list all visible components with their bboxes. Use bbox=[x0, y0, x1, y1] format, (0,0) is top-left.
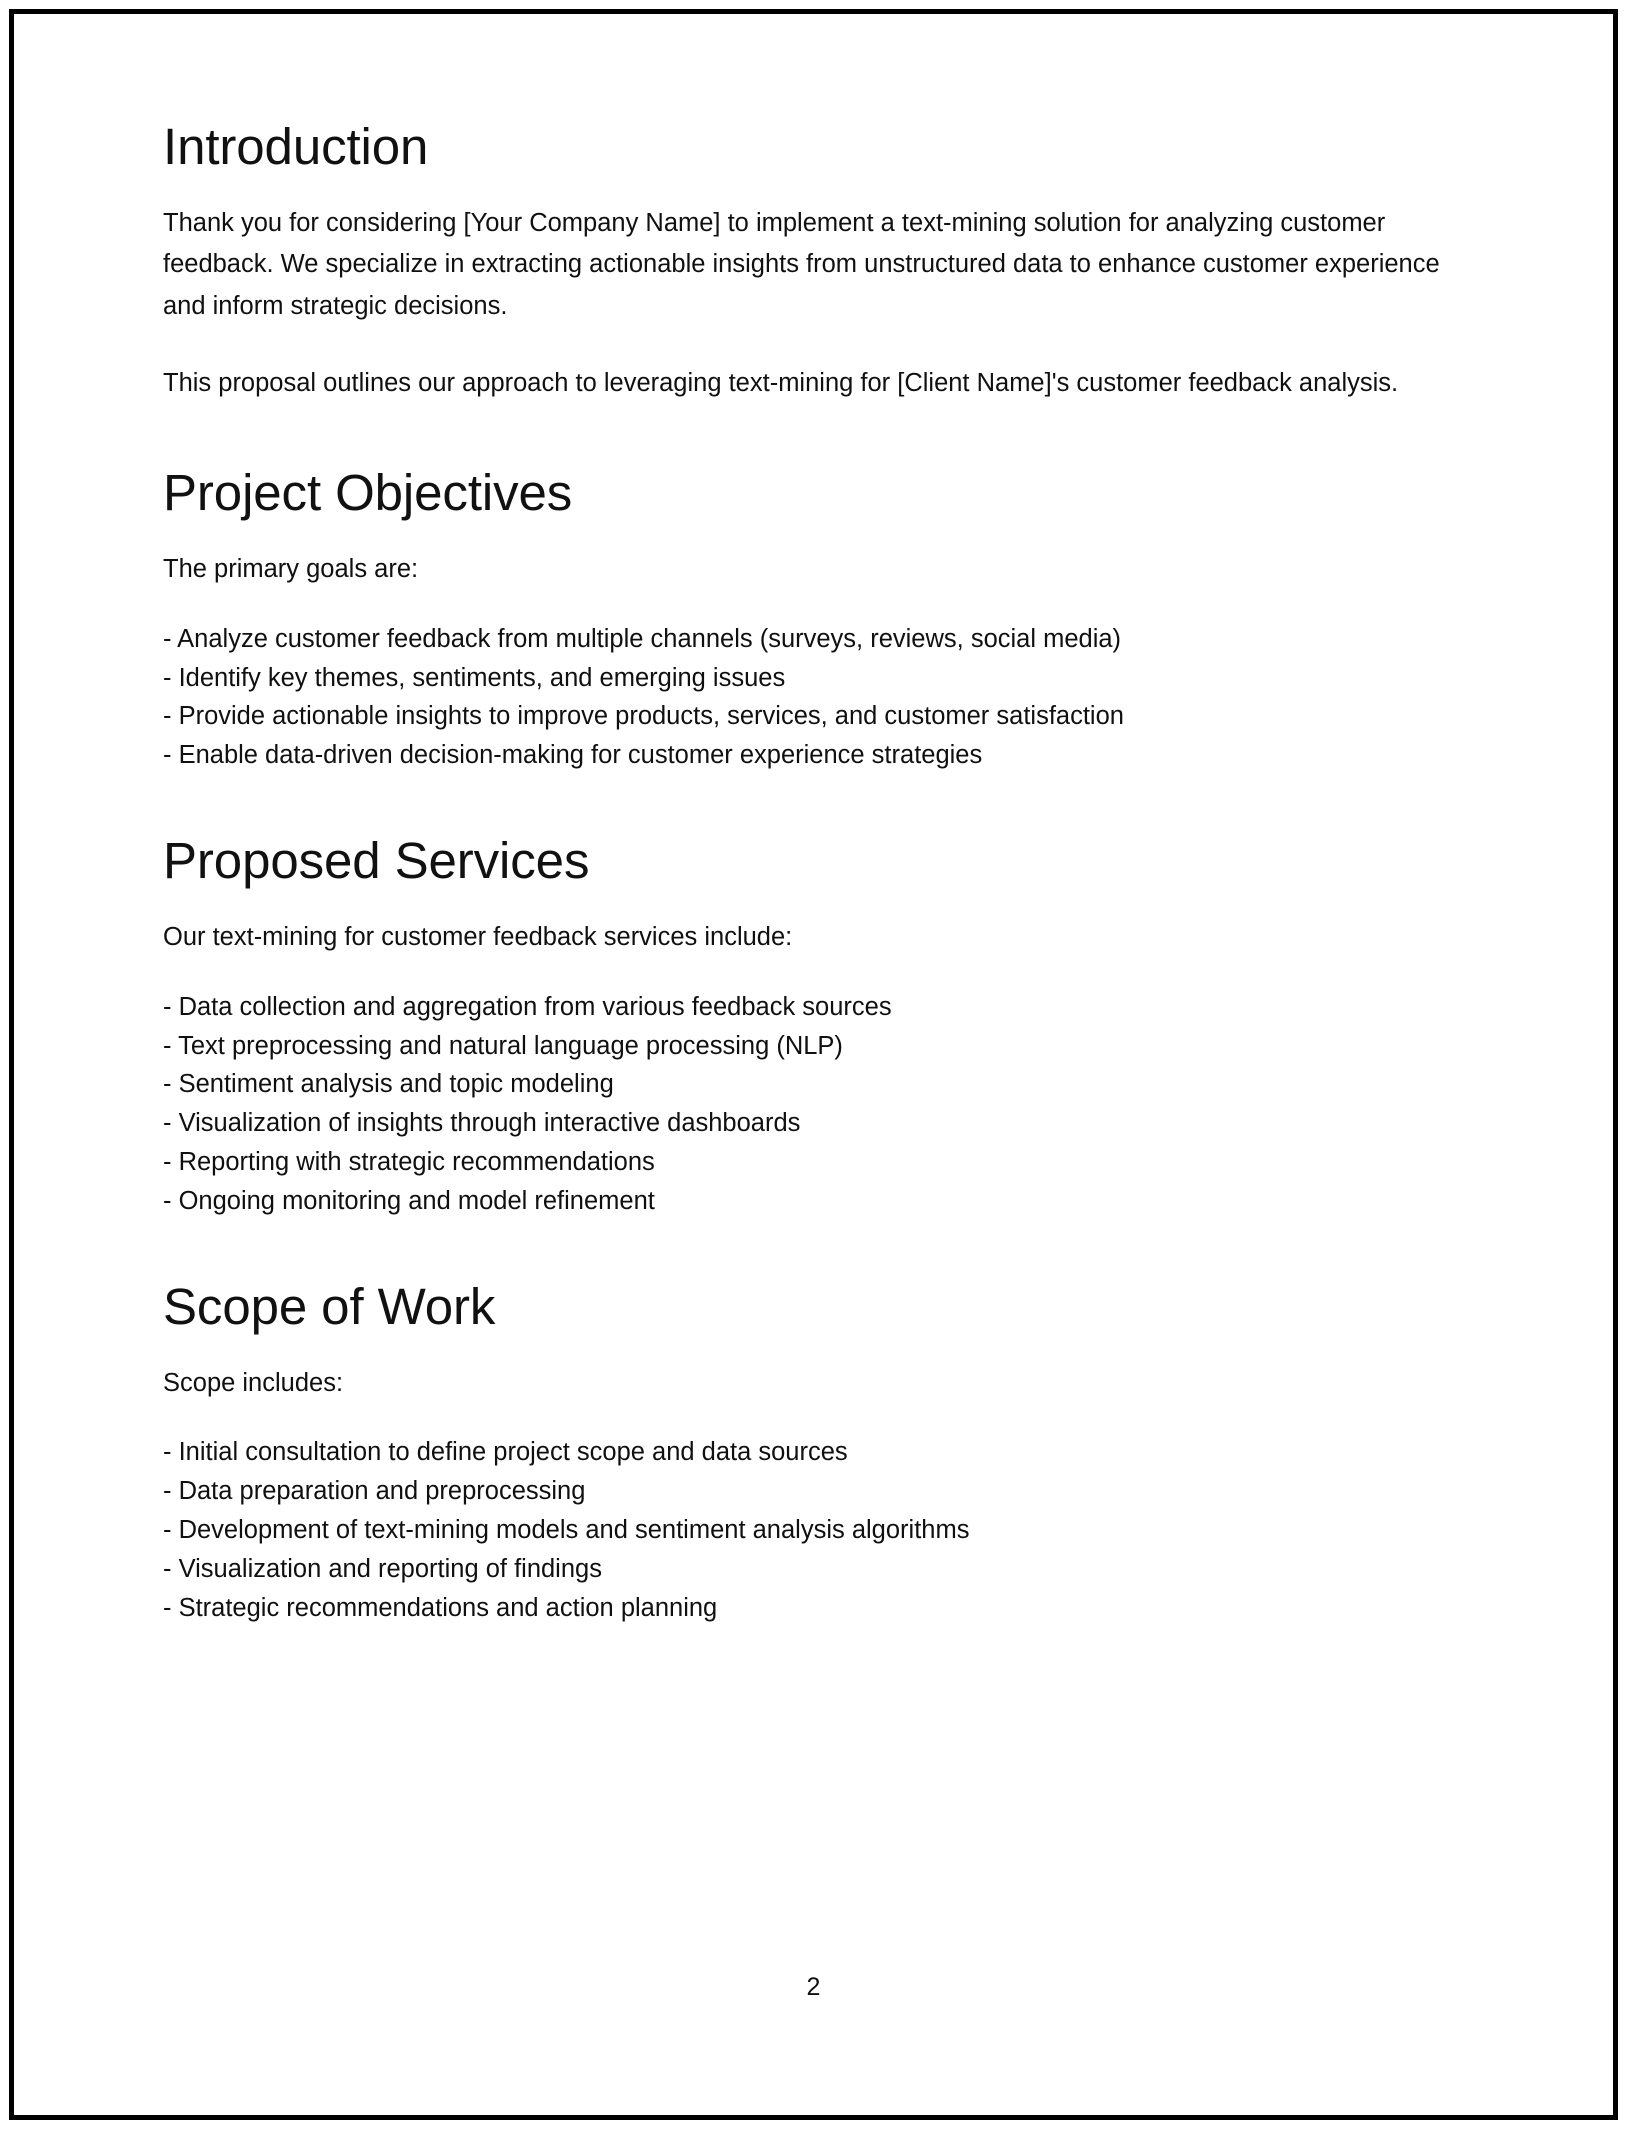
list-item: - Development of text-mining models and sentiment analysis algorithms bbox=[163, 1516, 970, 1545]
heading-project-objectives: Project Objectives bbox=[163, 464, 573, 522]
heading-proposed-services: Proposed Services bbox=[163, 832, 590, 890]
heading-introduction: Introduction bbox=[163, 118, 429, 175]
section-project-objectives bbox=[163, 464, 1453, 772]
list-item: - Visualization and reporting of findings bbox=[163, 1554, 602, 1583]
paragraph-services-intro: Our text-mining for customer feedback services include: bbox=[163, 923, 793, 952]
section-heading-wrap bbox=[163, 118, 1453, 176]
list-item: - Reporting with strategic recommendations bbox=[163, 1148, 655, 1177]
list-scope-of-work bbox=[163, 1437, 1453, 1624]
section-heading-wrap bbox=[163, 832, 1453, 890]
list-item: - Enable data-driven decision-making for customer experience strategies bbox=[163, 741, 983, 770]
list-item: - Data preparation and preprocessing bbox=[163, 1477, 586, 1506]
paragraph-objectives-intro: The primary goals are: bbox=[163, 555, 419, 584]
list-proposed-services bbox=[163, 992, 1453, 1218]
section-heading-wrap bbox=[163, 464, 1453, 522]
section-heading-wrap bbox=[163, 1278, 1453, 1336]
page-footer bbox=[0, 1975, 1627, 2000]
list-item: - Text preprocessing and natural language processing (NLP) bbox=[163, 1031, 843, 1060]
list-item: - Sentiment analysis and topic modeling bbox=[163, 1070, 614, 1099]
heading-scope-of-work: Scope of Work bbox=[163, 1277, 496, 1335]
section-proposed-services bbox=[163, 832, 1453, 1218]
paragraph-intro-1: Thank you for considering [Your Company Name] to implement a text-mining solution for analyzing customer feedback. We specialize in extracting actionable insights from unstructured data to enhance customer experience and inform strategic decisions. bbox=[163, 209, 1440, 320]
list-item: - Ongoing monitoring and model refinement bbox=[163, 1187, 655, 1216]
list-item: - Data collection and aggregation from various feedback sources bbox=[163, 992, 892, 1021]
section-scope-of-work bbox=[163, 1278, 1453, 1625]
list-project-objectives bbox=[163, 624, 1453, 773]
document-body bbox=[163, 118, 1453, 1625]
paragraph-intro-2: This proposal outlines our approach to leveraging text-mining for [Client Name]'s customer feedback analysis. bbox=[163, 369, 1399, 398]
list-item: - Visualization of insights through interactive dashboards bbox=[163, 1109, 801, 1138]
list-item: - Initial consultation to define project scope and data sources bbox=[163, 1438, 848, 1467]
list-item: - Strategic recommendations and action planning bbox=[163, 1593, 718, 1622]
list-item: - Provide actionable insights to improve products, services, and customer satisfaction bbox=[163, 702, 1124, 731]
list-item: - Analyze customer feedback from multiple channels (surveys, reviews, social media) bbox=[163, 624, 1122, 653]
paragraph-scope-intro: Scope includes: bbox=[163, 1369, 344, 1398]
section-introduction bbox=[163, 118, 1453, 404]
page-number: 2 bbox=[806, 1973, 821, 2001]
list-item: - Identify key themes, sentiments, and emerging issues bbox=[163, 663, 786, 692]
